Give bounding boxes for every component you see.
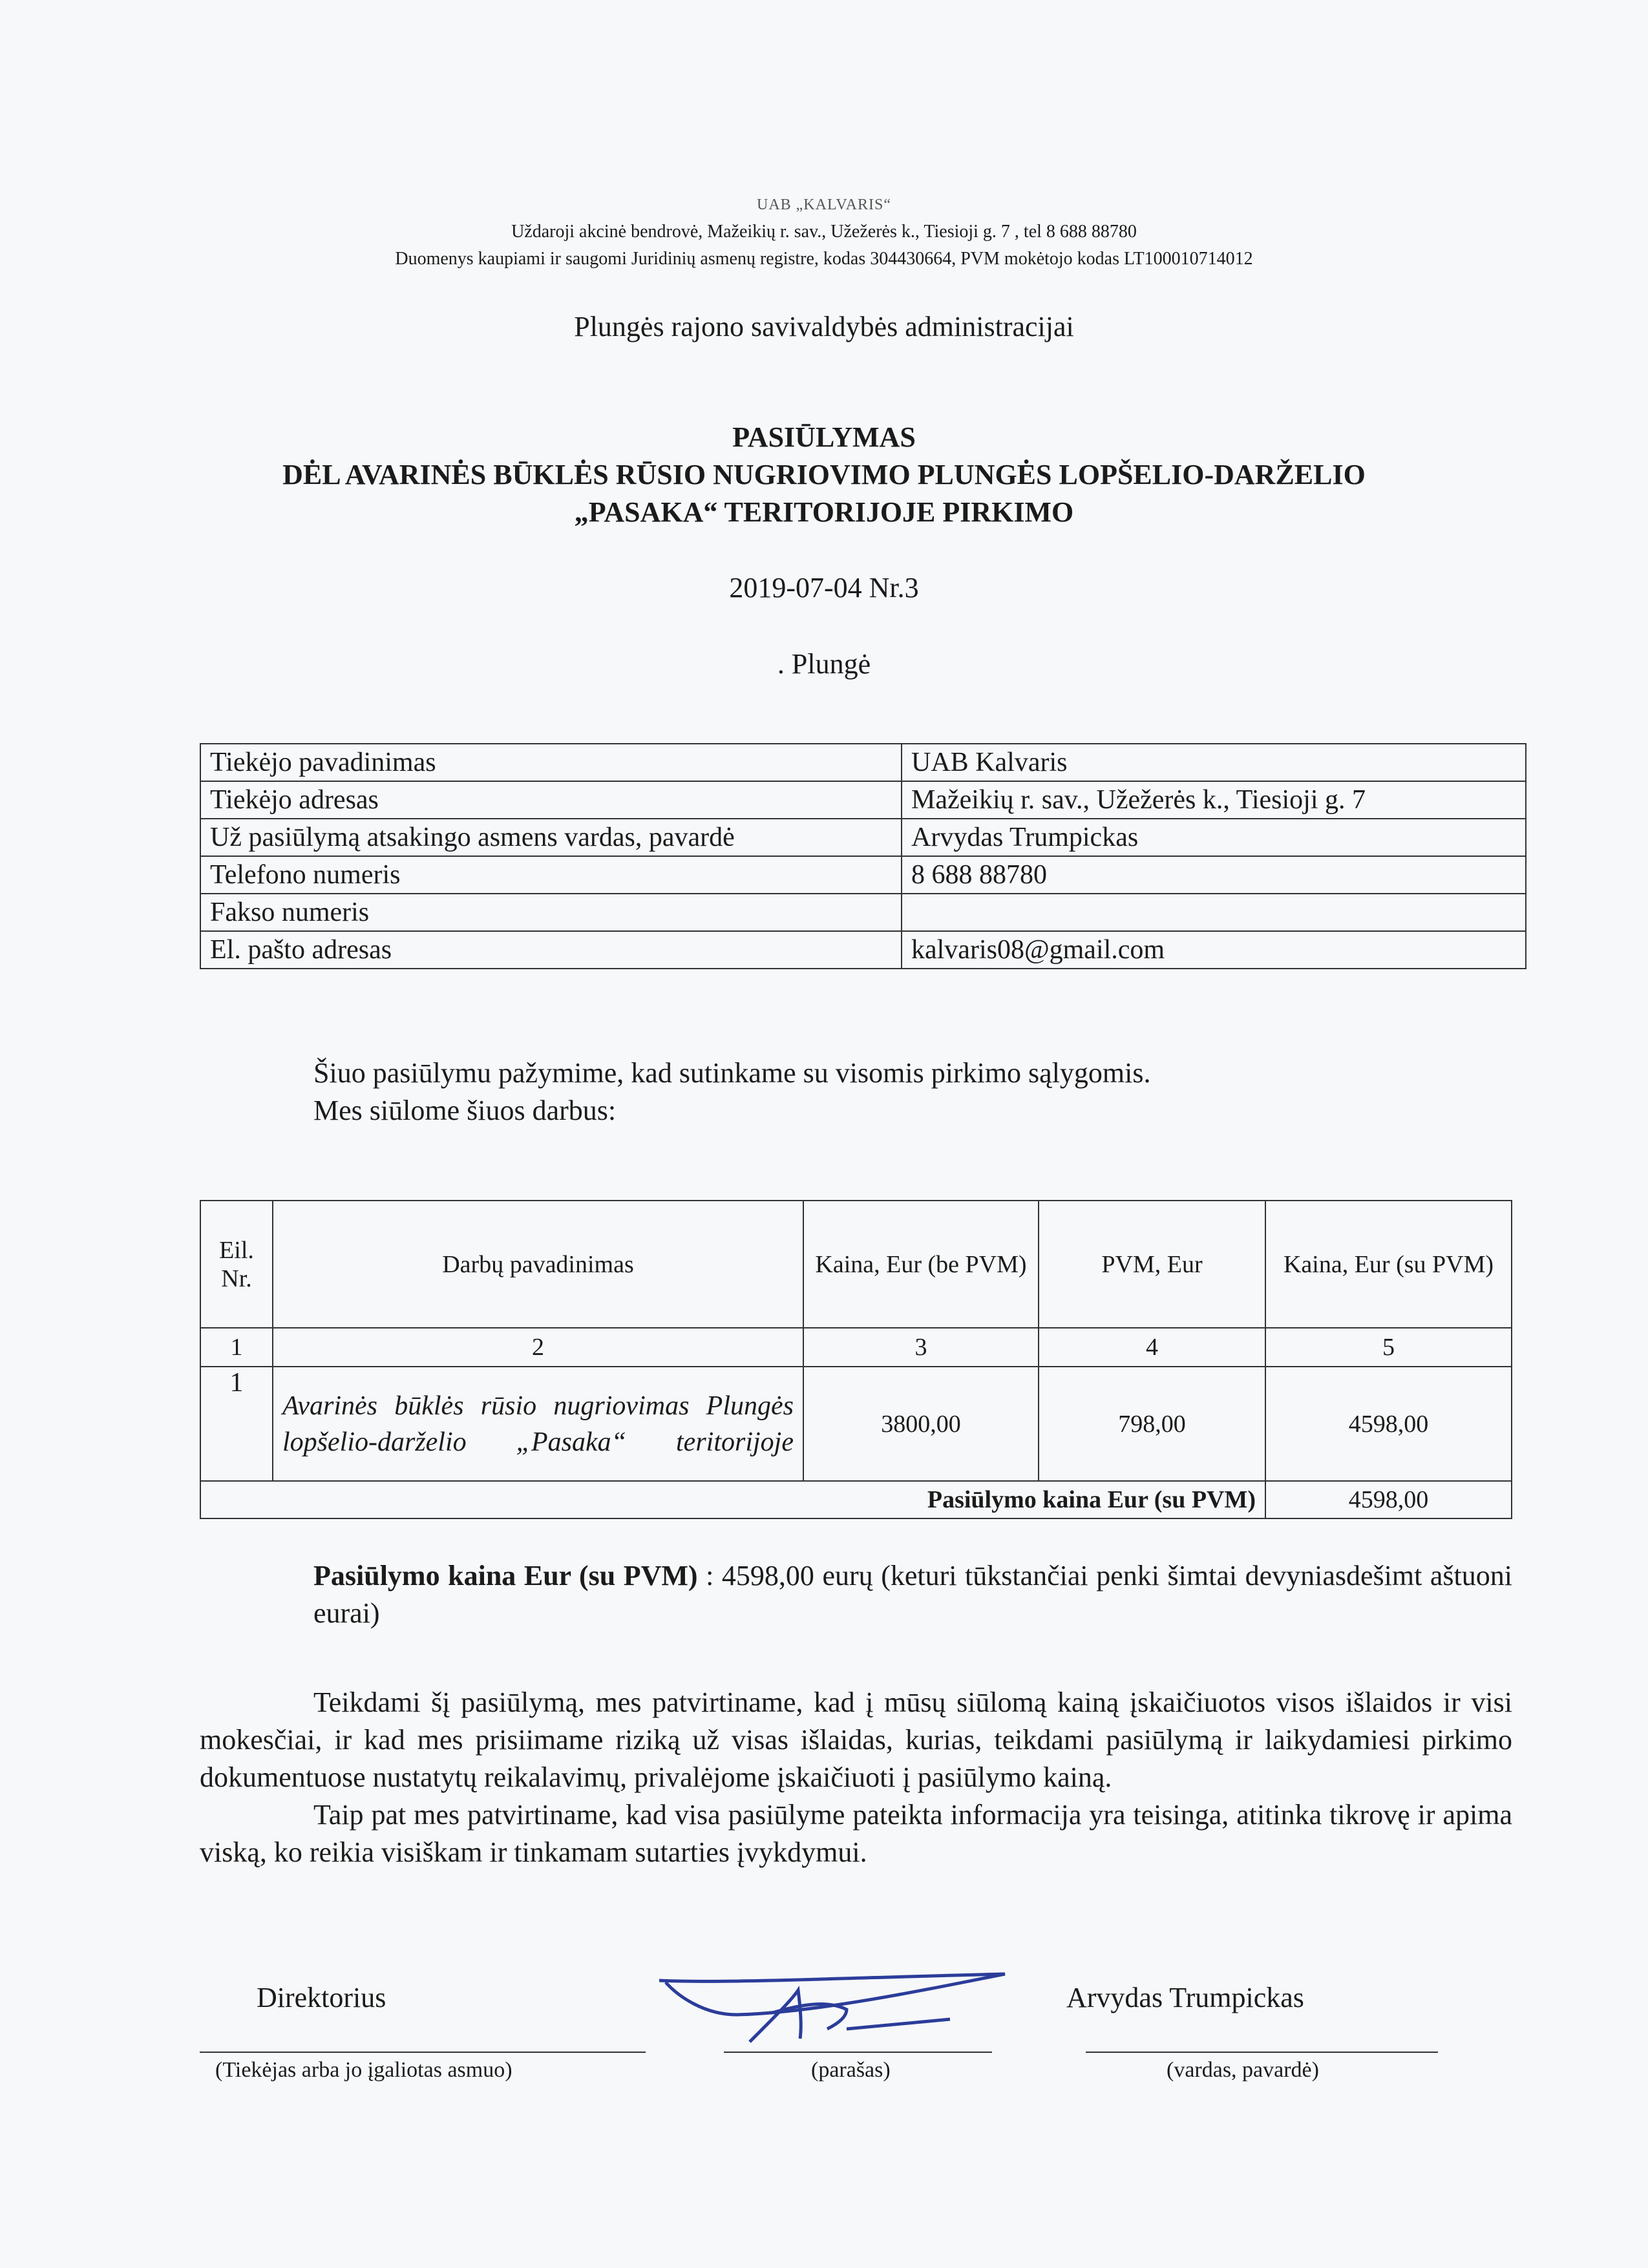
field-value [902,894,1526,931]
signatory-name: Arvydas Trumpickas [1066,1982,1304,2013]
document-title [0,419,1648,531]
total-row [200,1481,1512,1518]
caption-name: (vardas, pavardė) [1167,2058,1319,2082]
price-statement [313,1557,1512,1632]
date-number: 2019-07-04 Nr.3 [729,572,919,604]
signature-line [1086,2052,1438,2053]
row-nr: 1 [200,1367,273,1481]
paragraph: Taip pat mes patvirtiname, kad visa pasiūlyme pateikta informacija yra teisinga, atitinka tikrovę ir apima viską, ko reikia visiškam ir tinkamam sutarties įvykdymui. [200,1799,1512,1868]
letterhead [0,191,1648,273]
title-line: PASIŪLYMAS [732,421,916,453]
title-line: „PASAKA“ TERITORIJOJE PIRKIMO [574,496,1074,528]
body-text [200,1684,1512,1871]
signature-line [200,2052,646,2053]
column-number: 2 [273,1328,803,1367]
field-label: Telefono numeris [200,856,902,894]
addressee: Plungės rajono savivaldybės administracijai [574,311,1074,342]
intro-line: Šiuo pasiūlymu pažymime, kad sutinkame su visomis pirkimo sąlygomis. [313,1057,1151,1089]
field-value: 8 688 88780 [902,856,1526,894]
field-label: El. pašto adresas [200,931,902,969]
vat-amount: 798,00 [1039,1367,1265,1481]
header-row [200,1201,1512,1328]
field-value: Arvydas Trumpickas [902,819,1526,856]
column-number: 3 [803,1328,1039,1367]
caption-signature: (parašas) [811,2058,891,2082]
handwritten-signature [653,1964,1015,2048]
column-number: 4 [1039,1328,1265,1367]
title-line: DĖL AVARINĖS BŪKLĖS RŪSIO NUGRIOVIMO PLUNGĖS LOPŠELIO-DARŽELIO [282,459,1366,490]
place: . Plungė [777,648,871,680]
field-label: Fakso numeris [200,894,902,931]
intro-line: Mes siūlome šiuos darbus: [313,1095,617,1126]
column-number: 1 [200,1328,273,1367]
supplier-row [200,819,1526,856]
company-details: Uždaroji akcinė bendrovė, Mažeikių r. sav., Užežerės k., Tiesioji g. 7 , tel 8 688 88780 [511,222,1137,242]
column-number-row [200,1328,1512,1367]
paragraph: Teikdami šį pasiūlymą, mes patvirtiname, kad į mūsų siūlomą kainą įskaičiuotos visos išlaidos ir visi mokesčiai, ir kad mes prisiimame riziką už visas išlaidas, kurias, teikdami pasiūlymą ir laikydamiesi pirkimo dokumentuose nustatytų reikalavimų, privalėjome įskaičiuoti į pasiūlymo kainą. [200,1686,1512,1793]
field-value: UAB Kalvaris [902,744,1526,781]
supplier-row [200,931,1526,969]
field-label: Už pasiūlymą atsakingo asmens vardas, pavardė [200,819,902,856]
header-cell: Kaina, Eur (su PVM) [1265,1201,1512,1328]
price-incl-vat: 4598,00 [1265,1367,1512,1481]
price-excl-vat: 3800,00 [803,1367,1039,1481]
table-row [200,1367,1512,1481]
header-cell: PVM, Eur [1039,1201,1265,1328]
column-number: 5 [1265,1328,1512,1367]
field-value: Mažeikių r. sav., Užežerės k., Tiesioji g. 7 [902,781,1526,819]
total-label: Pasiūlymo kaina Eur (su PVM) [200,1481,1265,1518]
header-cell: Eil. Nr. [200,1201,273,1328]
caption-supplier: (Tiekėjas arba jo įgaliotas asmuo) [215,2058,512,2082]
supplier-row [200,744,1526,781]
works-table [200,1200,1512,1519]
supplier-row [200,856,1526,894]
supplier-table [200,743,1527,969]
price-statement-text: : 4598,00 eurų (keturi tūkstančiai penki šimtai devyniasdešimt aštuoni eurai) [313,1560,1513,1629]
intro [313,1055,1151,1129]
supplier-row [200,781,1526,819]
work-name: Avarinės būklės rūsio nugriovimas Plungės lopšelio-darželio „Pasaka“ teritorijoje [273,1367,803,1481]
field-label: Tiekėjo adresas [200,781,902,819]
field-value: kalvaris08@gmail.com [902,931,1526,969]
company-name: UAB „KALVARIS“ [756,196,891,213]
position-title: Direktorius [257,1982,386,2013]
signature-line [724,2052,992,2053]
company-registry: Duomenys kaupiami ir saugomi Juridinių asmenų registre, kodas 304430664, PVM mokėtojo kodas LT100010714012 [395,249,1253,269]
header-cell: Darbų pavadinimas [273,1201,803,1328]
field-label: Tiekėjo pavadinimas [200,744,902,781]
supplier-row [200,894,1526,931]
price-statement-label: Pasiūlymo kaina Eur (su PVM) [313,1560,698,1591]
header-cell: Kaina, Eur (be PVM) [803,1201,1039,1328]
total-value: 4598,00 [1265,1481,1512,1518]
